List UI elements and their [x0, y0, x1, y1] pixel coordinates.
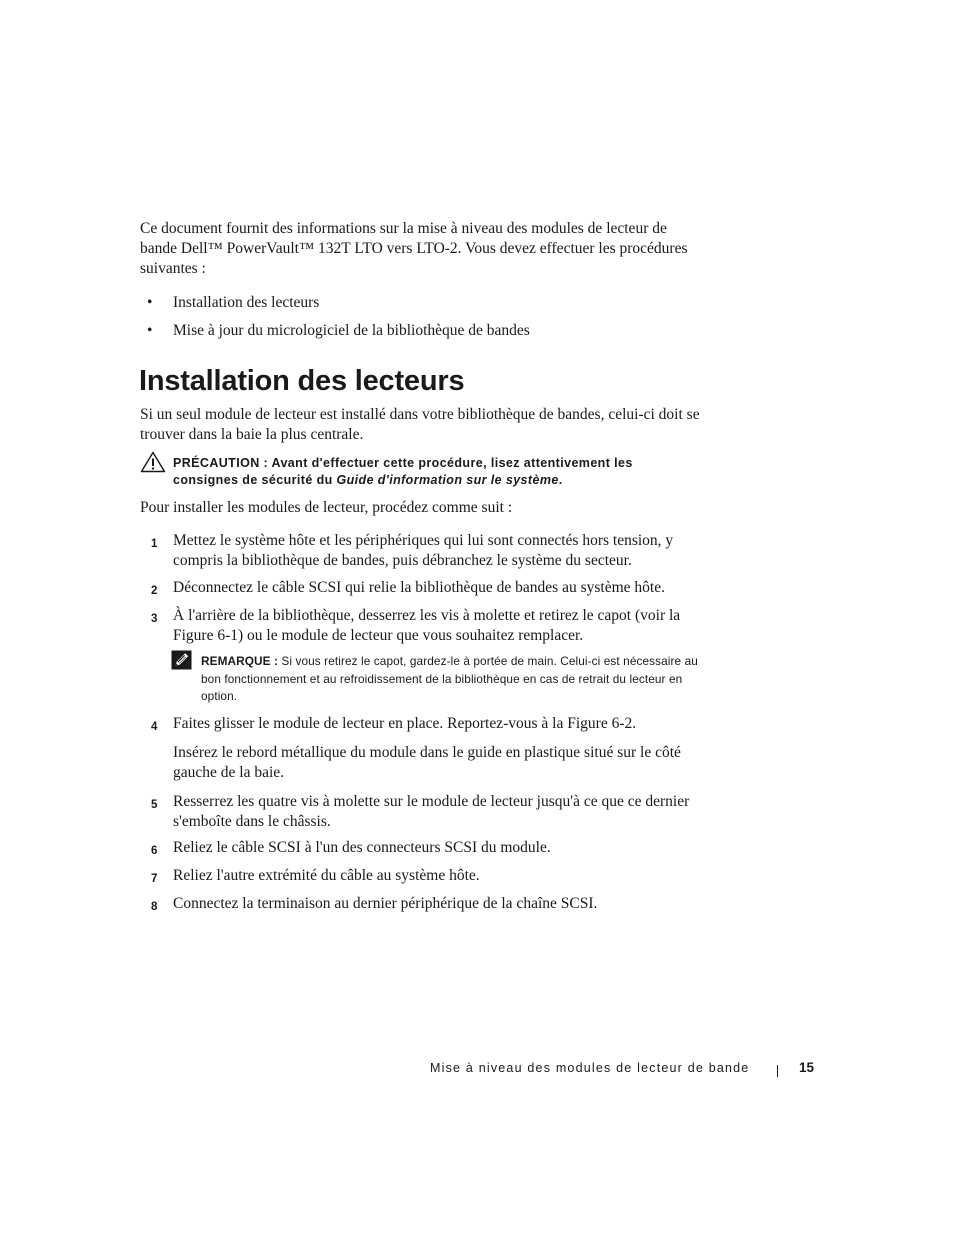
intro-paragraph — [140, 219, 720, 279]
note-text — [201, 653, 736, 706]
step-line: Reliez l'autre extrémité du câble au système hôte. — [173, 867, 480, 884]
note-line: bon fonctionnement et au refroidissement de la bibliothèque en cas de retrait du lecteur en — [201, 671, 683, 686]
caution-line: PRÉCAUTION : Avant d'effectuer cette procédure, lisez attentivement les — [173, 456, 633, 470]
step-line: Mettez le système hôte et les périphériques qui lui sont connectés hors tension, y — [173, 532, 674, 549]
step-line: compris la bibliothèque de bandes, puis débranchez le système du secteur. — [173, 552, 632, 569]
footer-divider — [777, 1065, 778, 1077]
step-line: s'emboîte dans le châssis. — [173, 813, 331, 830]
section-lead — [140, 405, 740, 445]
procedure-intro: Pour installer les modules de lecteur, procédez comme suit : — [140, 499, 513, 516]
lead-line: Si un seul module de lecteur est installé dans votre bibliothèque de bandes, celui-ci doit se — [140, 406, 700, 423]
warning-triangle-icon — [140, 451, 166, 473]
step-line: Reliez le câble SCSI à l'un des connecteurs SCSI du module. — [173, 839, 551, 856]
step-line: Faites glisser le module de lecteur en place. Reportez-vous à la Figure 6-2. — [173, 715, 637, 732]
step-number: 5 — [151, 799, 158, 811]
footer-title: Mise à niveau des modules de lecteur de bande — [430, 1061, 750, 1075]
lead-line: trouver dans la baie la plus centrale. — [140, 426, 364, 443]
guide-reference: Guide d'information sur le système — [336, 473, 559, 487]
note-pencil-icon — [171, 650, 192, 670]
caution-line — [173, 472, 733, 489]
step-number: 1 — [151, 538, 158, 550]
intro-line: Ce document fournit des informations sur la mise à niveau des modules de lecteur de — [140, 220, 667, 237]
step-number: 4 — [151, 721, 158, 733]
step-line: Connectez la terminaison au dernier périphérique de la chaîne SCSI. — [173, 895, 598, 912]
bullet-text: Mise à jour du micrologiciel de la bibliothèque de bandes — [173, 322, 530, 339]
step-line: Resserrez les quatre vis à molette sur le module de lecteur jusqu'à ce que ce dernier — [173, 793, 690, 810]
note-content: Si vous retirez le capot, gardez-le à portée de main. Celui-ci est nécessaire au — [281, 654, 698, 668]
step-number: 8 — [151, 901, 158, 913]
caution-text: . — [558, 473, 563, 487]
caution-notice — [173, 455, 733, 489]
step-detail-line: gauche de la baie. — [173, 764, 285, 781]
step-number: 7 — [151, 873, 158, 885]
step-line: Figure 6-1) ou le module de lecteur que vous souhaitez remplacer. — [173, 627, 584, 644]
step-detail — [173, 743, 733, 783]
step-detail-line: Insérez le rebord métallique du module dans le guide en plastique situé sur le côté — [173, 744, 681, 761]
intro-line: bande Dell™ PowerVault™ 132T LTO vers LTO-2. Vous devez effectuer les procédures — [140, 240, 688, 257]
note-line: option. — [201, 689, 238, 703]
step-number: 2 — [151, 585, 158, 597]
caution-text: consignes de sécurité du — [173, 473, 337, 487]
bullet-text: Installation des lecteurs — [173, 294, 320, 311]
step-line: À l'arrière de la bibliothèque, desserrez les vis à molette et retirez le capot (voir la — [173, 607, 681, 624]
step-number: 6 — [151, 845, 158, 857]
bullet-symbol: • — [147, 294, 153, 311]
page-number: 15 — [799, 1060, 815, 1075]
step-line: Déconnectez le câble SCSI qui relie la bibliothèque de bandes au système hôte. — [173, 579, 665, 596]
step-number: 3 — [151, 613, 158, 625]
note-line — [201, 653, 736, 671]
section-title: Installation des lecteurs — [139, 365, 465, 397]
intro-line: suivantes : — [140, 260, 206, 277]
note-label: REMARQUE : — [201, 654, 282, 668]
bullet-symbol: • — [147, 322, 153, 339]
